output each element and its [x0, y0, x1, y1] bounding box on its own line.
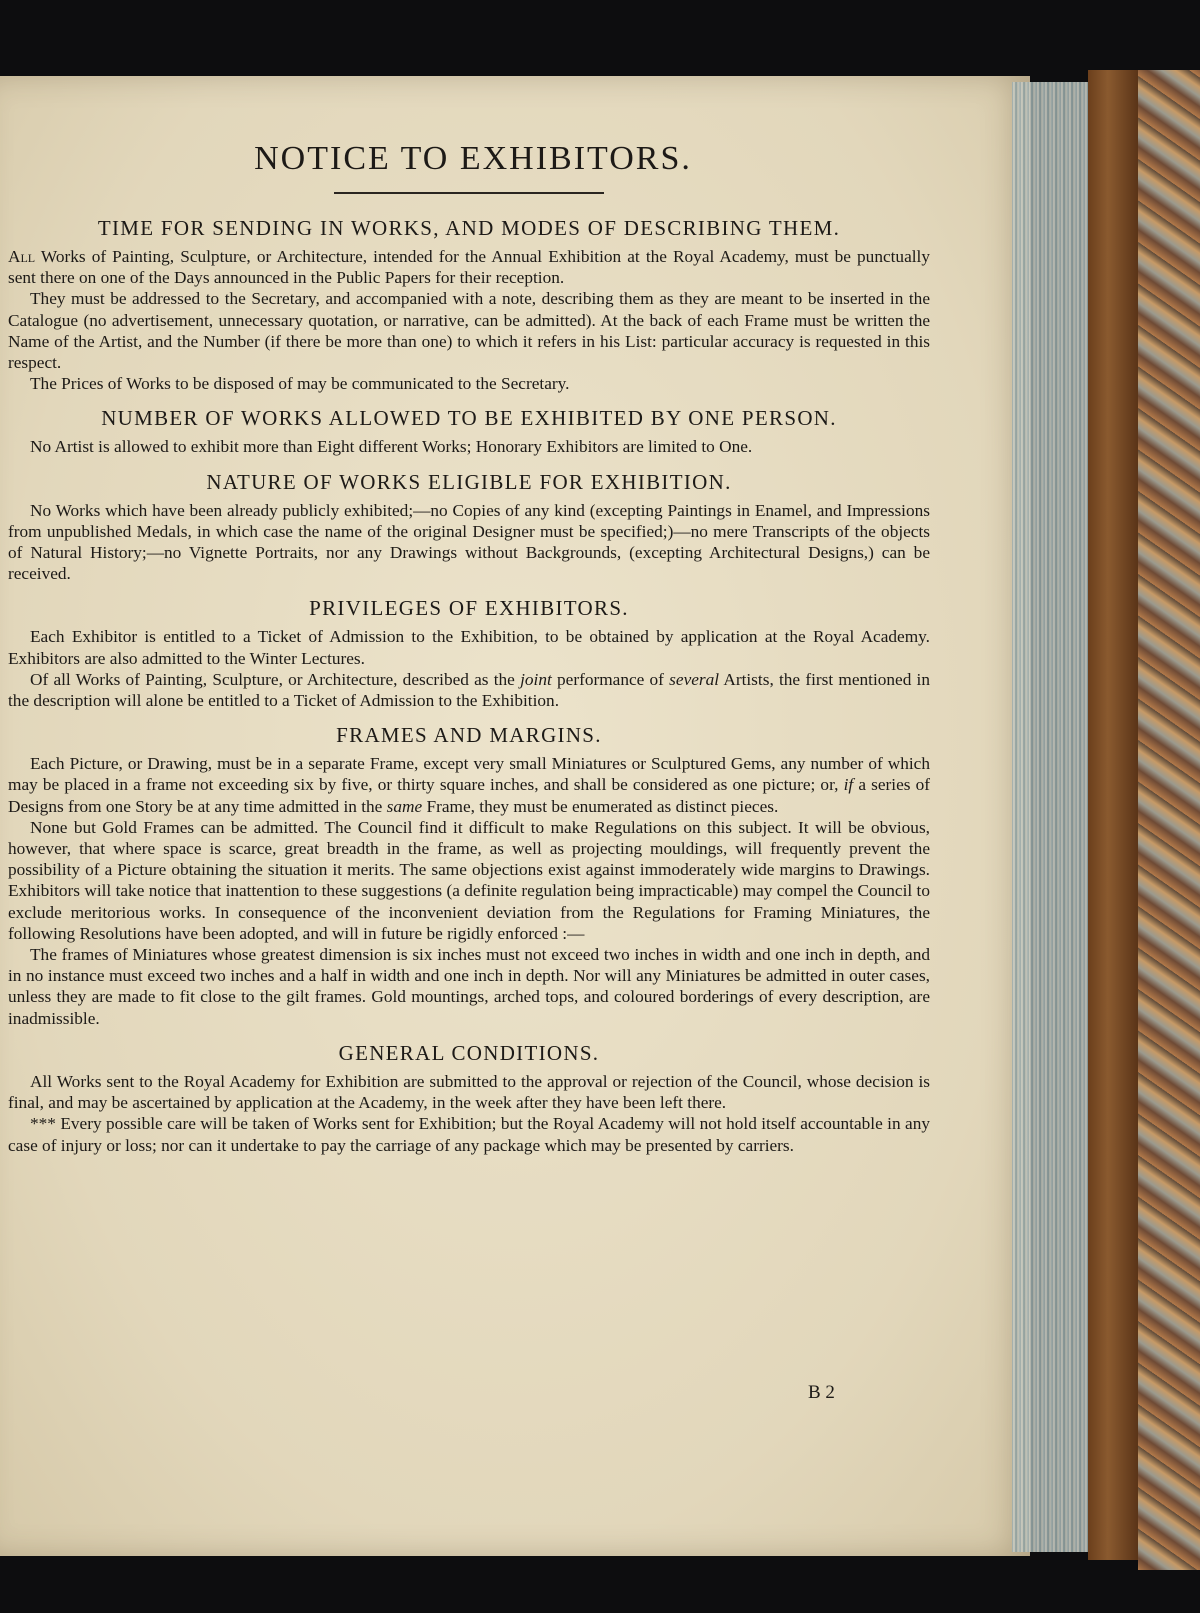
paragraph: Each Exhibitor is entitled to a Ticket of Admission to the Exhibition, to be obtained by application at the Royal Academy. Exhibitors are also admitted to the Winter Lectures. [8, 627, 930, 668]
paragraph: *** Every possible care will be taken of Works sent for Exhibition; but the Royal Academy will not hold itself accountable in any case of injury or loss; nor can it undertake to pay the carriage of any package which may be presented by carriers. [8, 1114, 930, 1155]
paragraph-text: Each Picture, or Drawing, must be in a separate Frame, except very small Miniatures or Sculptured Gems, any number of which may be placed in a frame not exceeding six by five, or thirty square inches, and shall be considered as one picture; or, [8, 754, 930, 795]
section-heading: PRIVILEGES OF EXHIBITORS. [309, 596, 629, 621]
page-text [8, 140, 930, 1156]
italic-text: several [669, 669, 720, 689]
section-heading: TIME FOR SENDING IN WORKS, AND MODES OF DESCRIBING THEM. [97, 216, 841, 240]
paragraph-text: Artists, the first mentioned in the description will alone be entitled to a Ticket of Admission to the Exhibition. [8, 669, 931, 711]
paragraph-text: performance of [551, 669, 670, 689]
paragraph [8, 753, 930, 817]
page-title: NOTICE TO EXHIBITORS. [254, 140, 692, 177]
section-heading: FRAMES AND MARGINS. [336, 723, 602, 748]
paragraph: No Works which have been already publicly exhibited;—no Copies of any kind (excepting Paintings in Enamel, and Impressions from unpublished Medals, in which case the name of the original Designer must be specified;)—no mere Transcripts of the objects of Natural History;—no Vignette Portraits, nor any Drawings without Backgrounds, (excepting Architectural Designs,) can be received. [8, 500, 930, 584]
italic-text: if [843, 775, 854, 795]
title-rule [334, 192, 604, 194]
paragraph: The Prices of Works to be disposed of may be communicated to the Secretary. [30, 374, 570, 394]
page-signature: B 2 [808, 1382, 835, 1403]
italic-text: joint [520, 669, 552, 689]
paragraph-text: Of all Works of Painting, Sculpture, or Architecture, described as the [30, 669, 521, 689]
paragraph: The frames of Miniatures whose greatest dimension is six inches must not exceed two inches in width and one inch in depth, and in no instance must exceed two inches and a half in width and one inch in depth. Nor will any Miniatures be admitted in outer cases, unless they are made to fit close to the gilt frames. Gold mountings, arched tops, and coloured borderings of every description, are inadmissible. [8, 945, 930, 1028]
paragraph: No Artist is allowed to exhibit more than Eight different Works; Honorary Exhibitors are limited to One. [30, 437, 753, 457]
lead-word: All [8, 247, 36, 266]
book-cover-edge [1088, 70, 1138, 1560]
paragraph-text: Works of Painting, Sculpture, or Architecture, intended for the Annual Exhibition at the Royal Academy, must be punctually sent there on one of the Days announced in the Public Papers for their reception. [8, 247, 930, 288]
page-edges [1012, 82, 1090, 1552]
paragraph-text: a series of Designs from one Story be at any time admitted in the [8, 775, 931, 816]
paragraph: They must be addressed to the Secretary, and accompanied with a note, describing them as they are meant to be inserted in the Catalogue (no advertisement, unnecessary quotation, or narrative, can be admitted). At the back of each Frame must be written the Name of the Artist, and the Number (if there be more than one) to which it refers in his List: particular accuracy is requested in this respect. [8, 289, 930, 373]
paragraph: None but Gold Frames can be admitted. The Council find it difficult to make Regulations on this subject. It will be obvious, however, that where space is scarce, great breadth in the frame, as well as projecting mouldings, will frequently prevent the possibility of a Picture obtaining the situation it merits. The same objections exist against immoderately wide margins to Drawings. Exhibitors will take notice that inattention to these suggestions (a definite regulation being impracticable) may compel the Council to exclude meritorious works. In consequence of the inconvenient deviation from the Regulations for Framing Miniatures, the following Resolutions have been adopted, and will in future be rigidly enforced :— [8, 817, 930, 943]
paragraph [8, 669, 930, 711]
paragraph [8, 246, 930, 288]
italic-text: same [386, 796, 423, 816]
paragraph: All Works sent to the Royal Academy for Exhibition are submitted to the approval or rejection of the Council, whose decision is final, and may be ascertained by application at the Academy, in the week after they have been left there. [8, 1071, 930, 1113]
paragraph-text: Frame, they must be enumerated as distinct pieces. [422, 796, 779, 816]
section-heading: NATURE OF WORKS ELIGIBLE FOR EXHIBITION. [206, 469, 732, 494]
section-heading: GENERAL CONDITIONS. [338, 1040, 600, 1065]
section-heading: NUMBER OF WORKS ALLOWED TO BE EXHIBITED BY ONE PERSON. [101, 406, 837, 431]
marbled-endpaper [1138, 70, 1200, 1570]
